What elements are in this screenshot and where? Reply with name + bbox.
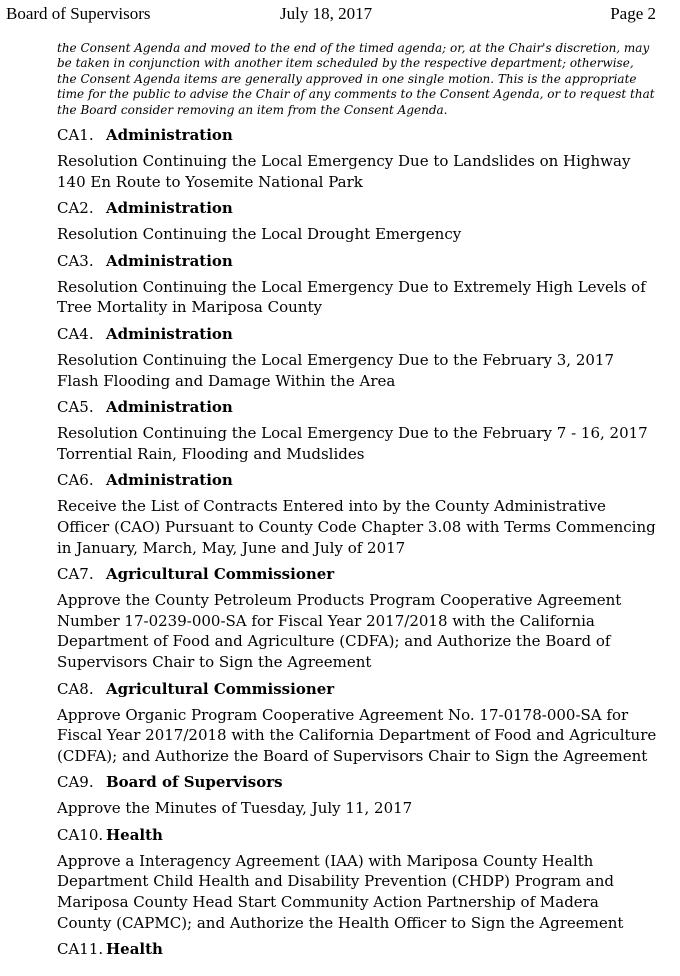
agenda-item (57, 470, 657, 558)
agenda-item (57, 939, 657, 959)
agenda-item-heading (57, 397, 657, 417)
agenda-item-department: Board of Supervisors (106, 773, 283, 792)
agenda-item-description: Resolution Continuing the Local Emergency Due to Landslides on Highway 140 En Route to Yosemite National Park (57, 152, 631, 191)
agenda-item (57, 564, 657, 672)
agenda-item-department: Administration (106, 251, 233, 270)
agenda-item-heading (57, 324, 657, 344)
agenda-item-number: CA2. (57, 199, 94, 218)
agenda-item-number: CA6. (57, 471, 94, 490)
header-date: July 18, 2017 (280, 4, 373, 23)
agenda-item-description: Resolution Continuing the Local Emergency Due to the February 7 - 16, 2017 Torrential Rain, Flooding and Mudslides (57, 424, 648, 463)
agenda-item-heading (57, 198, 657, 218)
agenda-item (57, 198, 657, 245)
agenda-item-heading (57, 679, 657, 699)
agenda-item-department: Agricultural Commissioner (106, 679, 335, 698)
agenda-item-number: CA7. (57, 565, 94, 584)
agenda-item-heading (57, 125, 657, 145)
agenda-item-description: Approve the County Petroleum Products Program Cooperative Agreement Number 17-0239-000-SA for Fiscal Year 2017/2018 with the California Department of Food and Agriculture (CDFA); and Authorize the Board of Supervisors Chair to Sign the Agreement (57, 591, 622, 671)
header-page-number: Page 2 (610, 4, 656, 23)
agenda-item-number: CA1. (57, 126, 94, 144)
agenda-item-description: Approve Organic Program Cooperative Agreement No. 17-0178-000-SA for Fiscal Year 2017/2018 with the California Department of Food and Agriculture (CDFA); and Authorize the Board of Supervisors Chair to Sign the Agreement (57, 705, 657, 765)
agenda-item-department: Administration (106, 324, 233, 343)
agenda-item-heading (57, 251, 657, 271)
agenda-item-description: Receive the List of Contracts Entered into by the County Administrative Officer (CAO) Pursuant to County Code Chapter 3.08 with Terms Commencing in January, March, May, June and July of 2017 (57, 497, 656, 557)
agenda-item-description: Approve the Minutes of Tuesday, July 11, 2017 (57, 799, 413, 818)
agenda-item-heading (57, 772, 657, 792)
header-organization: Board of Supervisors (6, 4, 151, 23)
agenda-item-description: Approve a Interagency Agreement (IAA) with Mariposa County Health Department Child Health and Disability Prevention (CHDP) Program and Mariposa County Head Start Community Action Partnership of Madera County (CAPMC); and Authorize the Health Officer to Sign the Agreement (57, 851, 624, 932)
agenda-item-description: Resolution Continuing the Local Drought Emergency (57, 225, 462, 244)
agenda-item-number: CA10. (57, 825, 104, 844)
agenda-item-description: Resolution Continuing the Local Emergency Due to Extremely High Levels of Tree Mortality in Mariposa County (57, 277, 646, 317)
agenda-item-department: Health (106, 825, 163, 844)
agenda-item-department: Administration (106, 126, 233, 144)
agenda-item-number: CA11. (57, 940, 104, 959)
agenda-item (57, 125, 657, 192)
agenda-item-heading (57, 825, 657, 845)
agenda-item-number: CA4. (57, 324, 94, 343)
page-header (6, 4, 656, 26)
agenda-item (57, 772, 657, 819)
consent-agenda-intro: the Consent Agenda and moved to the end of the timed agenda; or, at the Chair's discretion, may be taken in conjunction with another item scheduled by the respective department; otherwise, the Consent Agenda items are generally approved in one single motion. This is the appropriate time for the public to advise the Chair of any comments to the Consent Agenda, or to request that the Board consider removing an item from the Consent Agenda. (57, 41, 655, 117)
agenda-item (57, 825, 657, 933)
agenda-item-department: Administration (106, 398, 233, 417)
agenda-item-heading (57, 470, 657, 490)
agenda-item-heading (57, 564, 657, 584)
agenda-item (57, 679, 657, 767)
agenda-item-heading (57, 939, 657, 959)
agenda-item (57, 324, 657, 391)
agenda-item-number: CA3. (57, 251, 94, 270)
agenda-item-number: CA5. (57, 398, 94, 417)
agenda-item-number: CA9. (57, 773, 94, 792)
agenda-item-department: Agricultural Commissioner (106, 565, 335, 584)
agenda-item-description: Resolution Continuing the Local Emergency Due to the February 3, 2017 Flash Flooding and Damage Within the Area (57, 350, 615, 390)
agenda-item (57, 251, 657, 318)
agenda-item (57, 397, 657, 464)
agenda-item-number: CA8. (57, 679, 94, 698)
agenda-item-department: Health (106, 940, 163, 959)
agenda-item-department: Administration (106, 199, 233, 218)
consent-agenda-items (57, 125, 657, 959)
agenda-item-department: Administration (106, 471, 233, 490)
